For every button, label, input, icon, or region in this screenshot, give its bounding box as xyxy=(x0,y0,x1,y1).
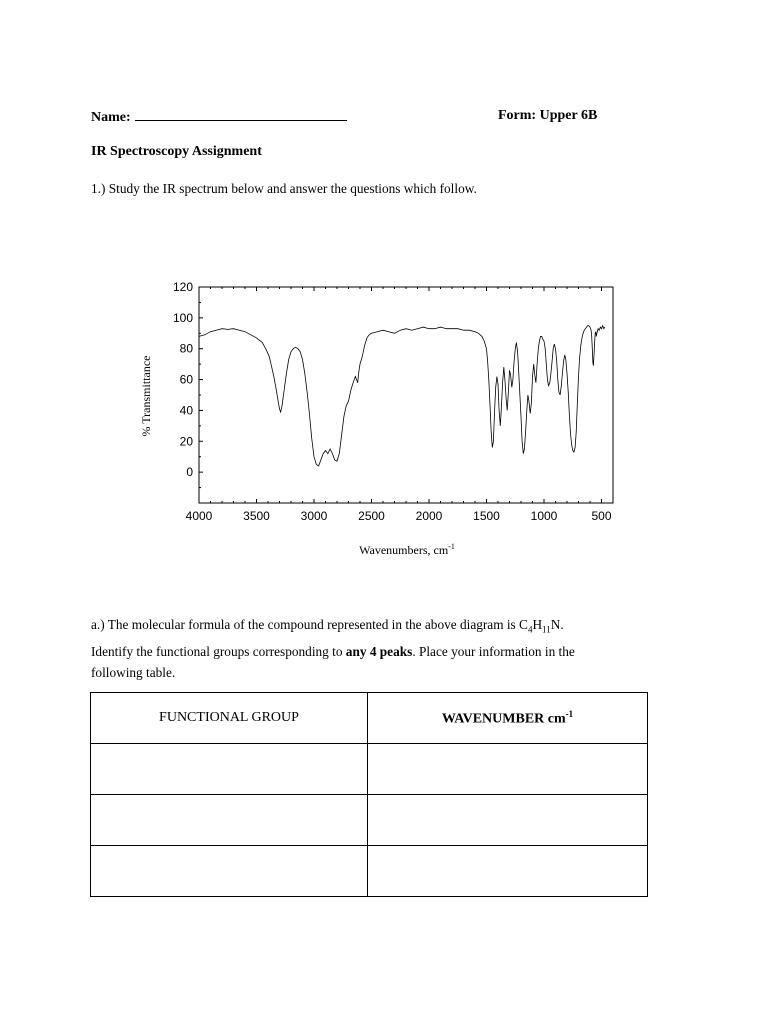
col-wavenumber-header xyxy=(368,693,648,744)
wavenumber-header-text: WAVENUMBER cm xyxy=(441,711,566,727)
answer-table xyxy=(90,692,648,897)
name-row xyxy=(91,108,347,126)
answer-cell-group-1[interactable] xyxy=(91,744,368,795)
x-tick-label: 4000 xyxy=(185,509,213,523)
spectrum-line xyxy=(199,326,605,466)
question-a-line2 xyxy=(91,641,671,662)
table-header-row xyxy=(91,693,648,744)
question-a xyxy=(91,614,671,683)
question-a-line3: following table. xyxy=(91,664,176,680)
x-tick-label: 2500 xyxy=(358,509,385,523)
y-tick-label: 100 xyxy=(172,310,193,325)
form-label: Form: Upper 6B xyxy=(498,108,598,123)
name-label: Name: xyxy=(91,110,131,125)
qa-text-3: N. xyxy=(550,617,564,632)
x-tick-label: 500 xyxy=(591,509,612,523)
x-axis-label xyxy=(359,542,455,557)
x-tick-label: 3500 xyxy=(243,509,270,523)
x-axis-label-text: Wavenumbers, cm xyxy=(359,543,449,557)
qa-text-2: H xyxy=(532,617,543,632)
table-row xyxy=(91,744,648,795)
answer-cell-wavenumber-1[interactable] xyxy=(368,744,648,795)
chart-ticks xyxy=(173,280,613,523)
y-tick-label: 0 xyxy=(186,465,193,480)
answer-cell-group-3[interactable] xyxy=(91,846,368,897)
answer-cell-wavenumber-3[interactable] xyxy=(368,846,648,897)
answer-cell-group-2[interactable] xyxy=(91,795,368,846)
x-tick-label: 1000 xyxy=(530,509,558,523)
table-row xyxy=(91,795,648,846)
qa-sub-2: 11 xyxy=(542,624,551,635)
y-tick-label: 80 xyxy=(179,341,193,356)
qa-sub-1: 4 xyxy=(527,624,533,635)
y-tick-label: 120 xyxy=(172,280,193,294)
x-tick-label: 3000 xyxy=(300,509,328,523)
x-tick-label: 1500 xyxy=(473,509,500,523)
assignment-title: IR Spectroscopy Assignment xyxy=(91,144,262,159)
plot-frame xyxy=(199,287,613,503)
col-functional-group-header: FUNCTIONAL GROUP xyxy=(91,693,368,744)
qa-line2-pre: Identify the functional groups corresponding to xyxy=(91,643,346,659)
x-tick-label: 2000 xyxy=(415,509,443,523)
qa-line2-bold: any 4 peaks xyxy=(345,643,413,659)
table-row xyxy=(91,846,648,897)
qa-line2-post: . Place your information in the xyxy=(412,643,575,659)
chart-axes xyxy=(199,287,613,503)
y-tick-label: 20 xyxy=(179,434,193,449)
wavenumber-header-sup: -1 xyxy=(565,708,574,719)
y-axis-label: % Transmittance xyxy=(139,355,153,437)
qa-text-1: a.) The molecular formula of the compound represented in the above diagram is C xyxy=(91,617,528,632)
y-tick-label: 60 xyxy=(179,372,193,387)
question-a-line1 xyxy=(91,614,671,641)
name-blank-line[interactable] xyxy=(135,108,347,121)
x-axis-label-sup: -1 xyxy=(448,542,455,551)
answer-cell-wavenumber-2[interactable] xyxy=(368,795,648,846)
question-1: 1.) Study the IR spectrum below and answer the questions which follow. xyxy=(91,181,477,196)
y-tick-label: 40 xyxy=(179,403,193,418)
ir-spectrum-chart xyxy=(128,272,628,572)
